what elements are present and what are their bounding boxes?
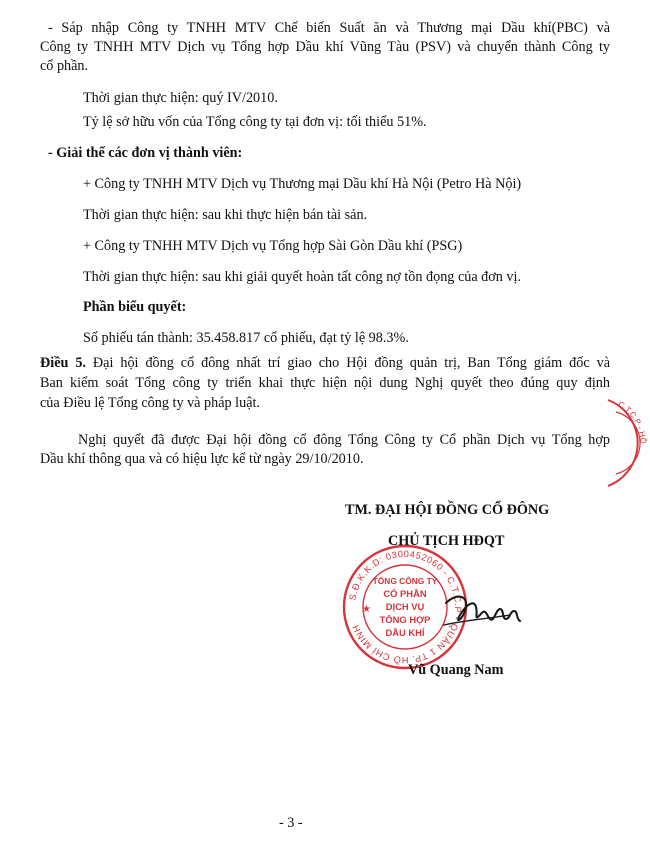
svg-text:★: ★ (362, 604, 371, 615)
svg-text:C.T.C.P - HỒ (617, 400, 649, 444)
signer-name: Vũ Quang Nam (408, 662, 504, 678)
seal-ring-text: S.Đ.K.K.D: 0300452060 - C.T.C.P - QUẬN 1 TP. HỒ CHÍ MINH (347, 548, 464, 666)
company-1: + Công ty TNHH MTV Dịch vụ Thương mại Dầu khí Hà Nội (Petro Hà Nội) (83, 176, 522, 192)
seal-inner-line-2: CỔ PHẦN (383, 588, 427, 599)
article-5-line-3: của Điều lệ Tổng công ty và pháp luật. (40, 395, 260, 411)
ownership-ratio: Tỷ lệ sở hữu vốn của Tổng công ty tại đơn vị: tối thiểu 51%. (83, 114, 427, 130)
article-5-line-1 (40, 355, 610, 372)
company-1-time: Thời gian thực hiện: sau khi thực hiện bán tài sản. (83, 207, 368, 223)
vote-heading: Phần biểu quyết: (83, 299, 187, 315)
edge-seal-fragment (596, 398, 650, 488)
edge-seal-text: C.T.C.P - HỒ (616, 399, 648, 444)
merge-line-1: - Sáp nhập Công ty TNHH MTV Chế biến Suất ăn và Thương mại Dầu khí(PBC) và (48, 20, 610, 36)
seal-inner-line-1: TỔNG CÔNG TY (372, 576, 438, 586)
article-5-label: Điều 5. (40, 355, 86, 371)
article-5-line-2: Ban kiểm soát Tổng công ty triển khai thực hiện nội dung Nghị quyết theo đúng quy định (40, 375, 610, 391)
merge-line-2: Công ty TNHH MTV Dịch vụ Tổng hợp Dầu khí Vũng Tàu (PSV) và chuyển thành Công ty (40, 39, 610, 55)
page-number: - 3 - (279, 815, 303, 831)
handwritten-signature (440, 585, 525, 640)
closing-line-2: Dầu khí thông qua và có hiệu lực kể từ ngày 29/10/2010. (40, 451, 364, 467)
dissolve-heading: - Giải thể các đơn vị thành viên: (48, 145, 243, 161)
signature-title: CHỦ TỊCH HĐQT (388, 533, 505, 549)
seal-inner-line-3: DỊCH VỤ (385, 601, 425, 612)
signature-organization: TM. ĐẠI HỘI ĐỒNG CỔ ĐÔNG (345, 502, 550, 518)
company-2: + Công ty TNHH MTV Dịch vụ Tổng hợp Sài Gòn Dầu khí (PSG) (83, 238, 463, 254)
seal-inner-line-4: TỔNG HỢP (379, 614, 431, 625)
closing-line-1: Nghị quyết đã được Đại hội đồng cổ đông Tổng Công ty Cổ phần Dịch vụ Tổng hợp (78, 432, 610, 448)
seal-inner-line-5: DẦU KHÍ (385, 627, 425, 638)
company-2-time: Thời gian thực hiện: sau khi giải quyết hoàn tất công nợ tồn đọng của đơn vị. (83, 269, 522, 285)
vote-result: Số phiếu tán thành: 35.458.817 cổ phiếu, đạt tỷ lệ 98.3%. (83, 330, 409, 346)
merge-time: Thời gian thực hiện: quý IV/2010. (83, 90, 278, 106)
merge-line-3: cổ phần. (40, 58, 89, 74)
article-5-text: Đại hội đồng cổ đông nhất trí giao cho Hội đồng quản trị, Ban Tổng giám đốc và (85, 355, 610, 371)
